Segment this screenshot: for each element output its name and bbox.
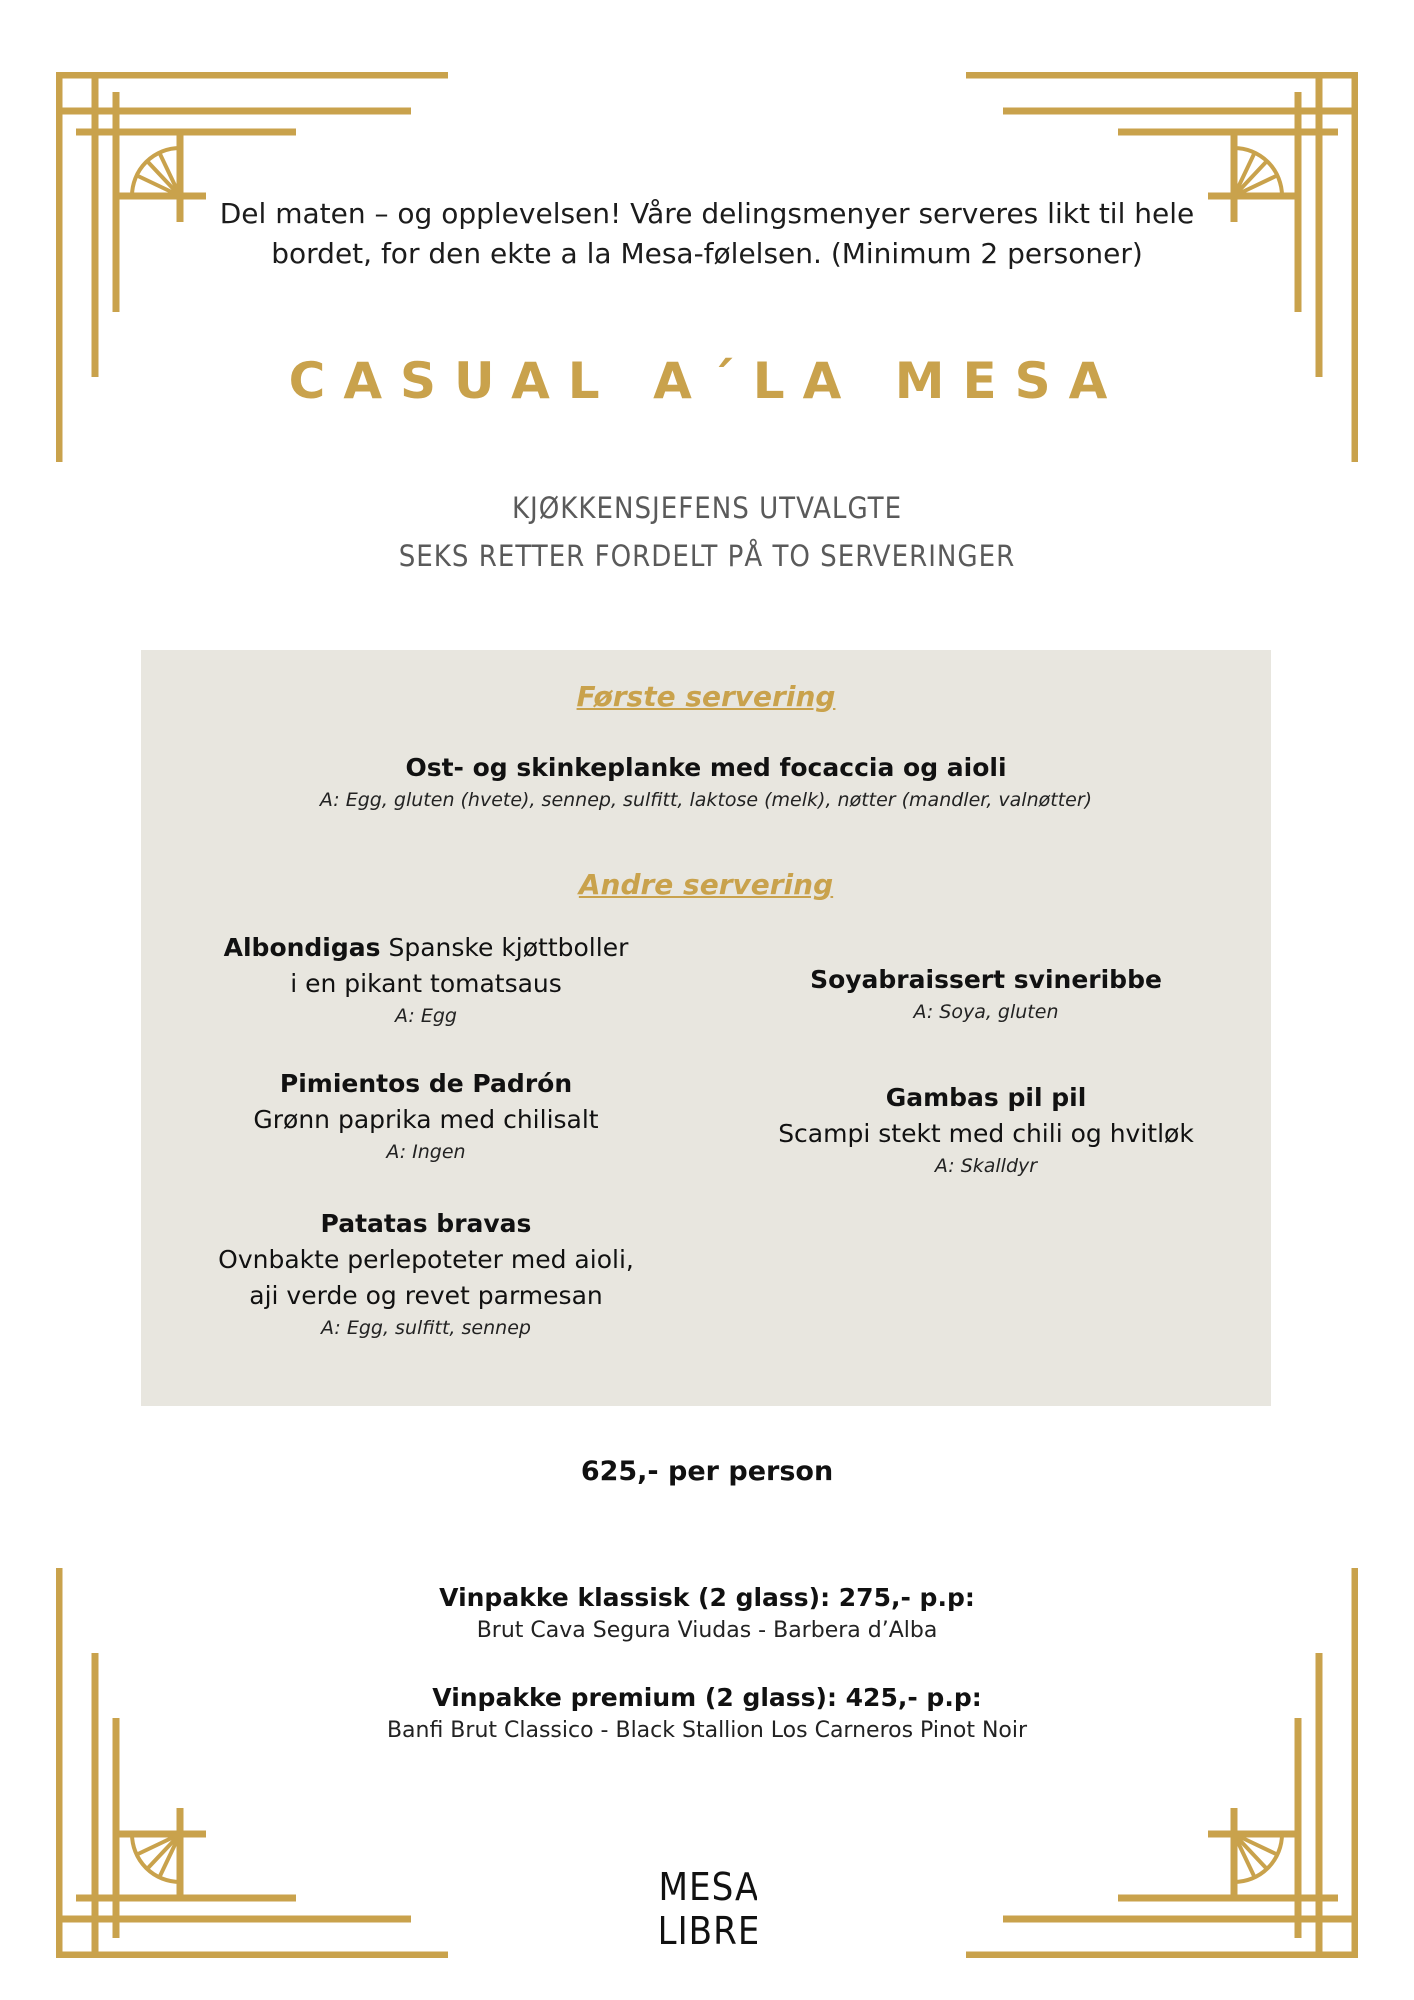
dish-allergens: A: Soya, gluten [913,1001,1059,1023]
dish-name: Patatas bravas [320,1209,532,1238]
dish-cheese-ham-board [141,750,1271,814]
dish-albondigas [181,930,671,1030]
wine-package-title: Vinpakke premium (2 glass): 425,- p.p: [432,1683,982,1712]
dish-description: Scampi stekt med chili og hvitløk [778,1119,1194,1148]
dish-patatas-bravas [181,1206,671,1342]
dish-description: Grønn paprika med chilisalt [253,1105,599,1134]
wine-package-premium [0,1680,1414,1746]
dish-allergens: A: Ingen [386,1141,466,1163]
wine-package-classic [0,1580,1414,1646]
dish-pimientos [181,1066,671,1166]
dish-gambas [741,1080,1231,1180]
price-per-person: 625,- per person [580,1456,834,1487]
corner-ornament-top-right [938,72,1358,492]
dish-name: Ost- og skinkeplanke med focaccia og aioli [405,753,1007,782]
mesa-libre-logo [661,1862,757,1948]
first-serving-heading: Første servering [576,680,836,713]
dish-name: Gambas pil pil [885,1083,1087,1112]
subtitle-line-2: SEKS RETTER FORDELT PÅ TO SERVERINGER [398,539,1016,573]
corner-ornament-top-left [56,72,476,492]
dish-description: aji verde og revet parmesan [249,1281,603,1310]
dish-title-line [181,930,671,966]
menu-subtitle [0,484,1414,580]
dish-allergens: A: Skalldyr [934,1155,1038,1177]
wine-package-wines: Brut Cava Segura Viudas - Barbera d’Alba [476,1618,938,1643]
dish-description: Ovnbakte perlepoteter med aioli, [218,1245,634,1274]
wine-package-wines: Banfi Brut Classico - Black Stallion Los Carneros Pinot Noir [386,1718,1028,1743]
dish-description-inline: Spanske kjøttboller [380,933,629,962]
dish-allergens: A: Egg, sulfitt, sennep [321,1317,531,1339]
logo-line-1: MESA [661,1865,757,1909]
dish-allergens: A: Egg [395,1005,457,1027]
dish-name: Pimientos de Padrón [279,1069,573,1098]
dish-name: Albondigas [223,933,381,962]
second-serving-heading: Andre servering [578,868,834,901]
intro-text: Del maten – og opplevelsen! Våre delingsmenyer serveres likt til hele bordet, for den ekte a la Mesa-følelsen. (Minimum 2 personer) [219,197,1195,270]
logo-line-2: LIBRE [661,1909,757,1948]
menu-title: CASUAL A´LA MESA [288,352,1126,410]
dish-allergens: A: Egg, gluten (hvete), sennep, sulfitt, laktose (melk), nøtter (mandler, valnøtter) [319,789,1093,811]
wine-package-title: Vinpakke klassisk (2 glass): 275,- p.p: [439,1583,975,1612]
menu-panel [141,650,1271,1406]
dish-description: i en pikant tomatsaus [290,969,562,998]
dish-soy-ribs [741,962,1231,1026]
dish-name: Soyabraissert svineribbe [810,965,1162,994]
subtitle-line-1: KJØKKENSJEFENS UTVALGTE [511,491,903,525]
